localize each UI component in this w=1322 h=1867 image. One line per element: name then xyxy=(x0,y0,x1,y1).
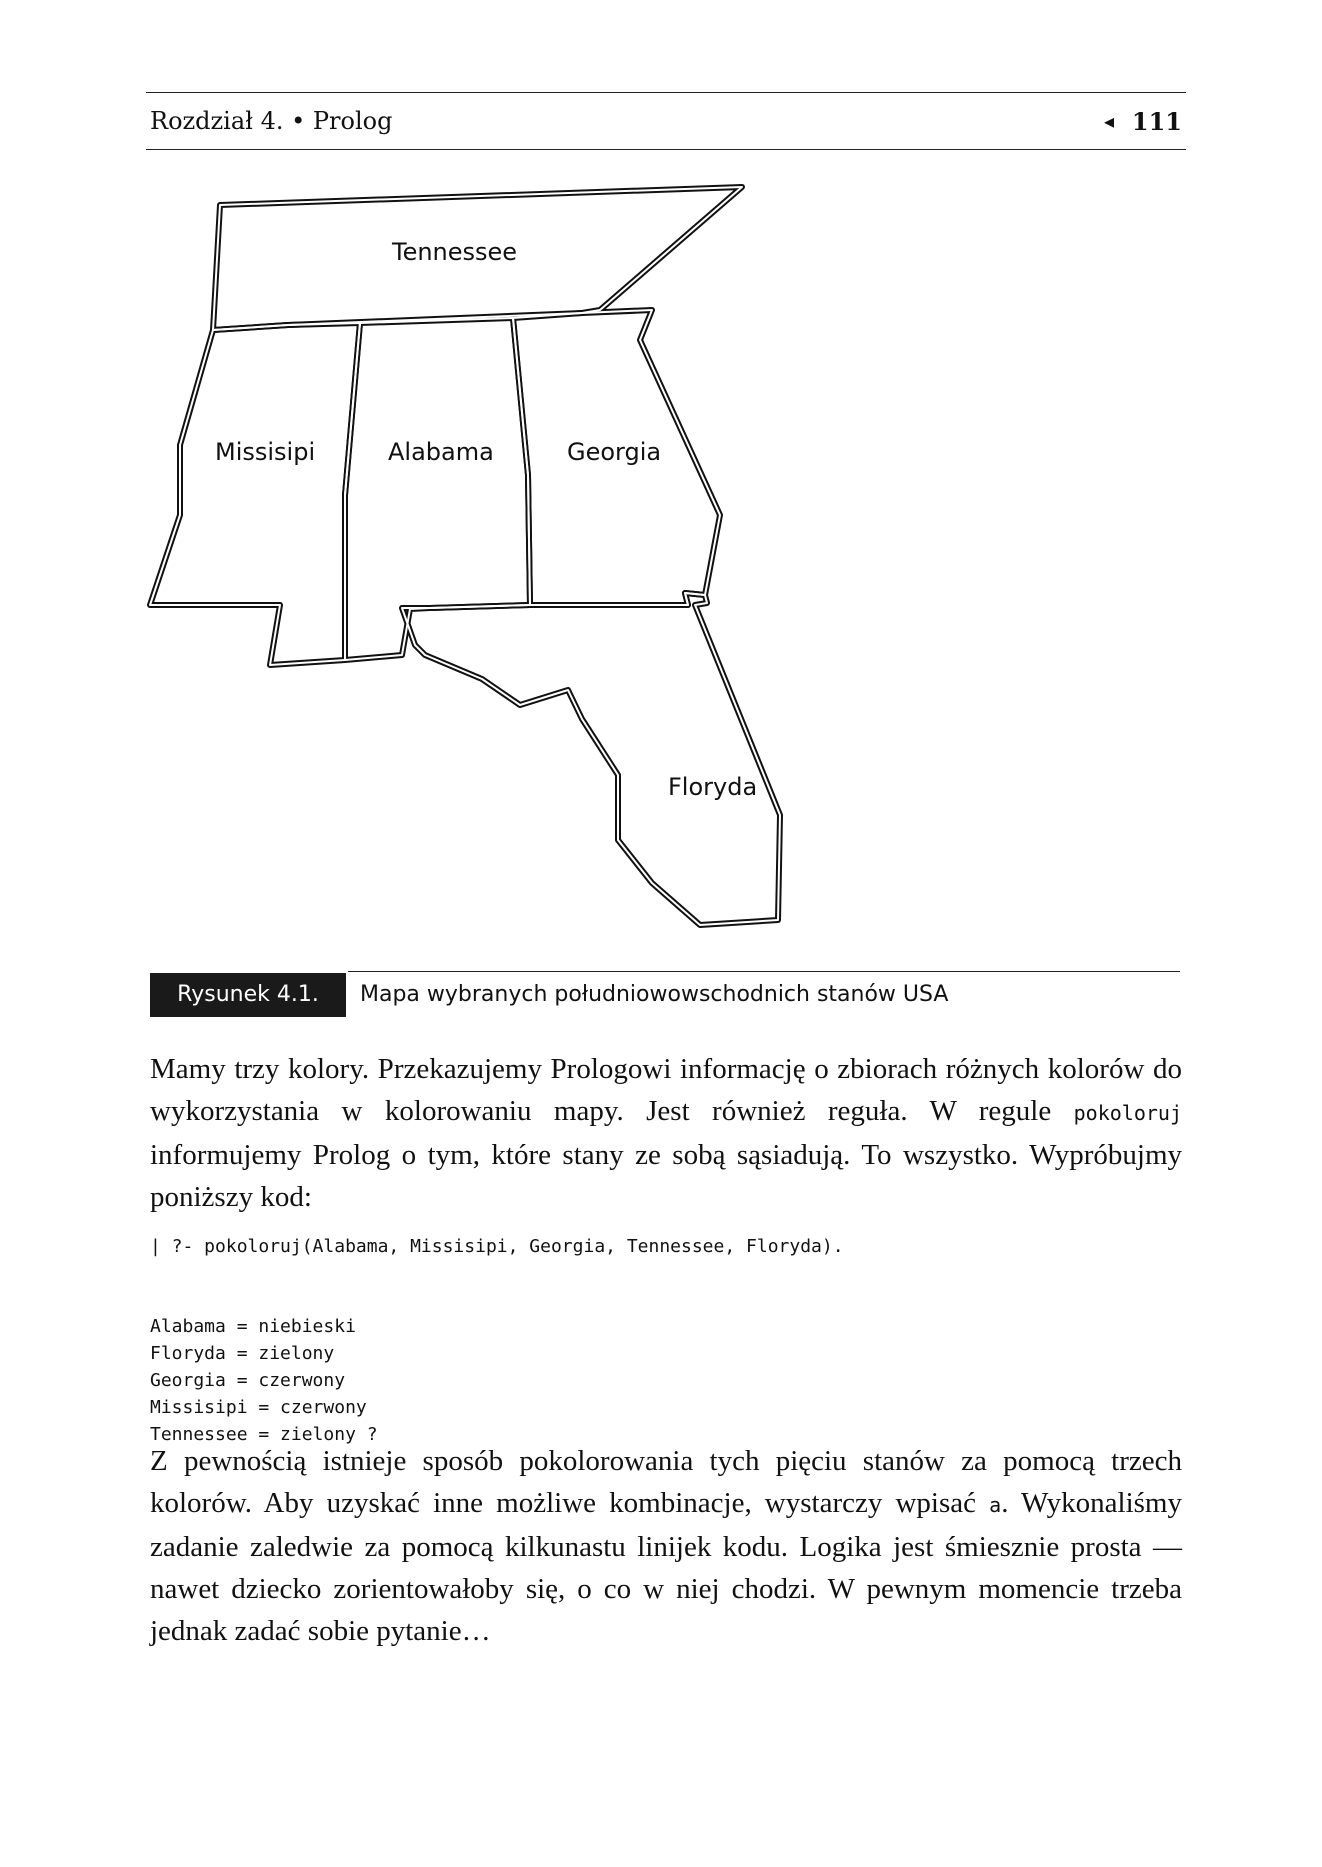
inline-code: a xyxy=(989,1493,1002,1517)
page-number: 111 xyxy=(1131,107,1182,136)
code-line: Missisipi = czerwony xyxy=(150,1397,367,1418)
figure-caption: Mapa wybranych południowowschodnich stanów USA xyxy=(360,982,949,1007)
code-line: Georgia = czerwony xyxy=(150,1370,346,1391)
label-alabama: Alabama xyxy=(388,438,494,466)
paragraph-1: Mamy trzy kolory. Przekazujemy Prologowi informację o zbiorach różnych kolorów do wykorzystania w kolorowaniu mapy. Jest również reguła. W regule pokoloruj informujemy Prolog o tym, które stany ze sobą sąsiadują. To wszystko. Wypróbujmy poniższy kod: xyxy=(150,1053,1182,1213)
label-floryda: Floryda xyxy=(668,773,758,801)
code-line: Tennessee = zielony ? xyxy=(150,1424,378,1445)
code-line: Floryda = zielony xyxy=(150,1343,335,1364)
label-georgia: Georgia xyxy=(567,438,662,466)
caption-rule xyxy=(348,971,1180,972)
figure-label: Rysunek 4.1. xyxy=(150,973,346,1017)
label-tennessee: Tennessee xyxy=(392,238,518,266)
running-header xyxy=(146,92,1186,150)
chapter-title: Rozdział 4. • Prolog xyxy=(150,107,393,135)
code-line: Alabama = niebieski xyxy=(150,1316,356,1337)
floryda-shape xyxy=(402,593,780,925)
states-map xyxy=(140,175,820,965)
label-missisipi: Missisipi xyxy=(215,438,316,466)
inline-code: pokoloruj xyxy=(1073,1101,1182,1125)
code-query: | ?- pokoloruj(Alabama, Missisipi, Georgia, Tennessee, Floryda). xyxy=(150,1236,844,1257)
missisipi-shape xyxy=(150,323,360,665)
paragraph-2: Z pewnością istnieje sposób pokolorowania tych pięciu stanów za pomocą trzech kolorów. Aby uzyskać inne możliwe kombinacje, wystarczy wpisać a. Wykonaliśmy zadanie zaledwie za pomocą kilkunastu linijek kodu. Logika jest śmiesznie prosta — nawet dziecko zorientowałoby się, o co w niej chodzi. W pewnym momencie trzeba jednak zadać sobie pytanie… xyxy=(150,1445,1182,1647)
page-arrow-icon: ◂ xyxy=(1103,111,1114,133)
